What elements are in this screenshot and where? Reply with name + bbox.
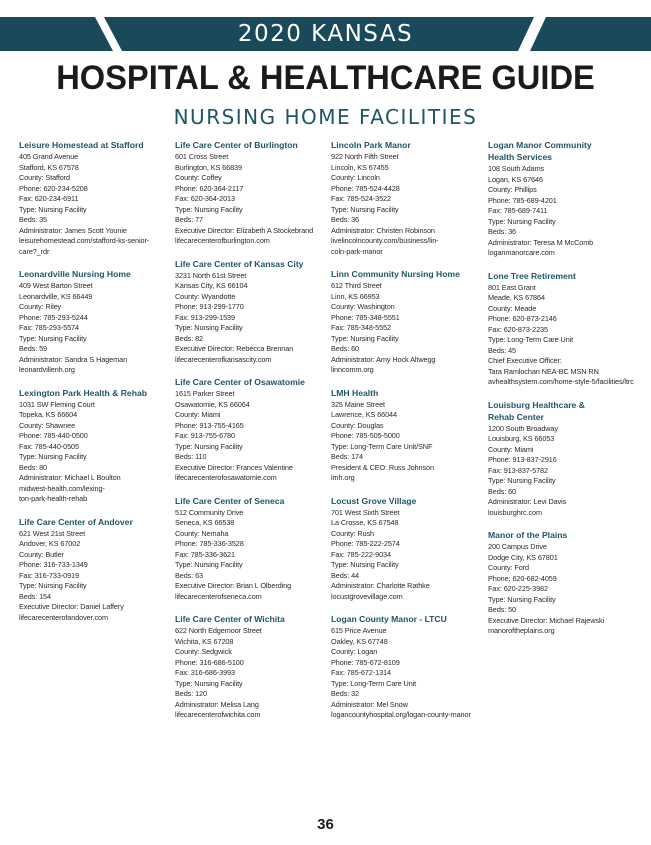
facility-detail: County: Logan xyxy=(331,647,378,656)
page-subtitle: NURSING HOME FACILITIES xyxy=(173,105,478,129)
facility-detail: Fax: 785-348-5552 xyxy=(331,323,391,332)
facility-detail: Beds: 36 xyxy=(331,215,360,224)
facility-name: Manor of the Plains xyxy=(488,530,568,540)
facility-detail: Beds: 63 xyxy=(175,570,204,580)
facility-detail: 405 Grand Avenue xyxy=(19,152,79,161)
column-3 xyxy=(331,140,483,733)
facility-detail: 801 East Grant xyxy=(488,282,536,292)
facility-detail: Fax: 785-689-7411 xyxy=(488,206,548,215)
facility-detail: 512 Community Drive xyxy=(175,507,244,517)
facility-detail: County: Riley xyxy=(19,302,62,311)
facility-detail: Fax: 785-672-1314 xyxy=(331,668,391,677)
page-number: 36 xyxy=(317,816,334,833)
facility-detail: La Crosse, KS 67548 xyxy=(331,518,399,527)
facility-entry xyxy=(175,140,327,247)
facility-detail: County: Shawnee xyxy=(19,420,76,430)
facility-detail: Type: Long-Term Care Unit xyxy=(488,335,574,344)
facility-detail: Type: Nursing Facility xyxy=(175,323,243,332)
facility-detail: Fax: 785-222-9034 xyxy=(331,549,391,559)
facility-entry xyxy=(19,388,171,505)
facility-detail: Kansas City, KS 66104 xyxy=(175,281,248,290)
facility-name: Leisure Homestead at Stafford xyxy=(19,140,144,150)
facility-detail: Type: Nursing Facility xyxy=(175,204,243,214)
facility-detail: Phone: 316-686-5100 xyxy=(175,657,244,667)
facility-detail: leonardvillenh.org xyxy=(19,365,75,374)
facility-detail: Executive Director: Brian L Olberding xyxy=(175,581,292,590)
facility-detail: 3231 North 61st Street xyxy=(175,270,247,280)
facility-detail: Beds: 120 xyxy=(175,689,207,698)
facility-name: Linn Community Nursing Home xyxy=(331,269,460,279)
facility-detail: County: Rush xyxy=(331,528,375,538)
facility-detail: Type: Nursing Facility xyxy=(488,476,556,485)
facility-detail: Fax: 785-440-0505 xyxy=(19,441,79,451)
facility-entry xyxy=(488,530,648,637)
facility-name: Lincoln Park Manor xyxy=(331,140,411,150)
facility-detail: County: Washington xyxy=(331,302,395,311)
column-4 xyxy=(488,140,648,649)
facility-detail: Phone: 785-440-0500 xyxy=(19,431,88,440)
facility-detail: Beds: 174 xyxy=(331,452,363,461)
facility-detail: Linn, KS 66953 xyxy=(331,291,380,301)
facility-detail: County: Butler xyxy=(19,549,64,559)
facility-detail: County: Douglas xyxy=(331,420,384,430)
facility-detail: Administrator: Melisa Lang xyxy=(175,699,259,709)
facility-detail: Administrator: Teresa M McComb xyxy=(488,237,594,247)
facility-detail: County: Sedgwick xyxy=(175,647,232,656)
facility-detail: coln-park-manor xyxy=(331,246,383,256)
facility-entry xyxy=(331,269,483,376)
column-2 xyxy=(175,140,327,733)
facility-detail: Fax: 785-524-3522 xyxy=(331,194,391,203)
facility-detail: Administrator: Amy Hock Altwegg xyxy=(331,354,436,364)
facility-name: Louisburg Healthcare & xyxy=(488,399,585,410)
facility-detail: Fax: 620-225-3982 xyxy=(488,584,548,593)
facility-detail: Administrator: Levi Davis xyxy=(488,497,567,506)
facility-detail: leisurehomestead.com/stafford-ks-senior- xyxy=(19,236,150,245)
facility-detail: President & CEO: Russ Johnson xyxy=(331,462,434,472)
facility-name: Life Care Center of Burlington xyxy=(175,140,298,150)
facility-detail: Type: Nursing Facility xyxy=(488,594,556,604)
facility-detail: lmh.org xyxy=(331,473,355,482)
facility-detail: loganmanorcare.com xyxy=(488,248,555,257)
facility-detail: Executive Director: Michael Rajewski xyxy=(488,615,605,625)
facility-detail: Executive Director: Elizabeth A Stockebrand xyxy=(175,225,314,235)
facility-detail: Burlington, KS 66839 xyxy=(175,162,242,172)
facility-detail: Wichita, KS 67208 xyxy=(175,636,234,646)
facility-entry xyxy=(19,517,171,624)
facility-detail: Beds: 44 xyxy=(331,570,360,580)
facility-entry xyxy=(175,614,327,721)
facility-detail: Phone: 620-873-2146 xyxy=(488,314,557,323)
facility-name: Logan Manor Community xyxy=(488,140,592,150)
facility-name: Health Services xyxy=(488,152,553,162)
facility-detail: Fax: 620-364-2013 xyxy=(175,194,235,203)
facility-detail: 612 Third Street xyxy=(331,281,382,290)
facility-detail: County: Miami xyxy=(488,444,534,454)
facility-detail: locustgrovevillage.com xyxy=(331,591,403,601)
facility-name: Lexington Park Health & Rehab xyxy=(19,387,147,398)
facility-name: Rehab Center xyxy=(488,411,544,422)
facility-detail: Stafford, KS 67578 xyxy=(19,162,79,172)
facility-detail: lifecarecenterofseneca.com xyxy=(175,591,262,601)
facility-name: Logan County Manor - LTCU xyxy=(331,614,447,624)
facility-detail: lifecarecenterofandover.com xyxy=(19,612,108,622)
facility-detail: Type: Nursing Facility xyxy=(19,204,87,214)
facility-detail: Type: Nursing Facility xyxy=(175,678,243,688)
facility-detail: ton-park-health-rehab xyxy=(19,494,88,503)
facility-detail: Beds: 82 xyxy=(175,333,204,343)
facility-detail: Type: Nursing Facility xyxy=(175,560,243,569)
facility-detail: Executive Director: Frances Valentine xyxy=(175,462,293,472)
facility-detail: Oakley, KS 67748 xyxy=(331,636,388,646)
facility-detail: lifecarecenterofwichita.com xyxy=(175,710,261,719)
column-1 xyxy=(19,140,171,635)
facility-entry xyxy=(175,496,327,603)
facility-detail: Administrator: Christen Robinson xyxy=(331,225,435,235)
facility-detail: Phone: 785-293-5244 xyxy=(19,312,88,322)
facility-detail: linncomm.org xyxy=(331,365,374,374)
facility-detail: Type: Nursing Facility xyxy=(331,333,399,343)
facility-detail: County: Miami xyxy=(175,410,221,419)
facility-detail: Louisburg, KS 66053 xyxy=(488,434,555,443)
facility-detail: Tara Ramlochan NEA-BC MSN RN xyxy=(488,366,599,376)
facility-detail: Meade, KS 67864 xyxy=(488,293,545,302)
facility-entry xyxy=(331,388,483,484)
facility-detail: Beds: 110 xyxy=(175,452,207,461)
facility-detail: Fax: 785-336-3621 xyxy=(175,549,235,559)
facility-detail: Fax: 913-837-5782 xyxy=(488,465,548,475)
facility-entry xyxy=(331,140,483,257)
facility-detail: Type: Long-Term Care Unit xyxy=(331,678,417,688)
facility-entry xyxy=(488,400,648,519)
facility-detail: Seneca, KS 66538 xyxy=(175,518,235,527)
facility-detail: Fax: 316-733-0919 xyxy=(19,570,79,580)
facility-detail: Beds: 60 xyxy=(331,344,360,353)
facility-detail: Fax: 913-299-1539 xyxy=(175,312,235,322)
facility-detail: Lincoln, KS 67455 xyxy=(331,162,389,172)
facility-detail: 701 West Sixth Street xyxy=(331,507,400,517)
facility-detail: care?_rdr xyxy=(19,246,50,256)
facility-name: Life Care Center of Kansas City xyxy=(175,258,304,269)
facility-name: LMH Health xyxy=(331,387,379,398)
facility-detail: Beds: 50 xyxy=(488,605,517,614)
facility-detail: Phone: 785-336-3528 xyxy=(175,539,244,548)
facility-detail: Type: Nursing Facility xyxy=(19,452,87,461)
facility-detail: Type: Nursing Facility xyxy=(175,441,243,451)
facility-detail: Chief Executive Officer: xyxy=(488,356,562,365)
facility-detail: Beds: 36 xyxy=(488,227,517,236)
facility-detail: Beds: 45 xyxy=(488,345,517,355)
facility-entry xyxy=(488,271,648,388)
facility-detail: Beds: 154 xyxy=(19,591,51,601)
facility-detail: Osawatomie, KS 66064 xyxy=(175,399,250,409)
facility-detail: louisburghrc.com xyxy=(488,507,542,517)
facility-detail: County: Lincoln xyxy=(331,173,380,182)
facility-detail: Executive Director: Rebecca Brennan xyxy=(175,344,294,353)
facility-detail: Phone: 785-348-5551 xyxy=(331,312,400,322)
facility-detail: manoroftheplains.org xyxy=(488,626,555,635)
facility-detail: 200 Campus Drive xyxy=(488,542,547,551)
facility-detail: logancountyhospital.org/logan-county-manor xyxy=(331,710,471,719)
facility-detail: Type: Nursing Facility xyxy=(19,581,87,590)
facility-detail: avhealthsystem.com/home-style-5/facilities/ltrc xyxy=(488,377,634,386)
facility-detail: Beds: 80 xyxy=(19,462,48,472)
facility-entry xyxy=(19,140,171,257)
facility-entry xyxy=(19,269,171,376)
facility-detail: Phone: 785-505-5000 xyxy=(331,431,400,440)
facility-detail: 922 North Fifth Street xyxy=(331,152,399,161)
facility-detail: Andover, KS 67002 xyxy=(19,539,81,548)
facility-entry xyxy=(331,496,483,603)
facility-detail: County: Ford xyxy=(488,563,529,572)
facility-name: Lone Tree Retirement xyxy=(488,270,576,281)
facility-detail: Type: Nursing Facility xyxy=(19,333,87,343)
facility-detail: Fax: 620-873-2235 xyxy=(488,324,548,334)
facility-detail: Beds: 35 xyxy=(19,215,48,224)
facility-detail: County: Stafford xyxy=(19,173,70,182)
facility-detail: Type: Long-Term Care Unit/SNF xyxy=(331,441,433,451)
facility-detail: Administrator: James Scott Younie xyxy=(19,225,127,235)
facility-detail: Fax: 785-293-5574 xyxy=(19,323,79,332)
facility-detail: Logan, KS 67646 xyxy=(488,174,543,184)
facility-detail: Phone: 620-364-2117 xyxy=(175,183,244,193)
facility-detail: 1031 SW Fleming Court xyxy=(19,399,95,409)
facility-detail: Phone: 913-755-4165 xyxy=(175,420,244,430)
facility-detail: 1615 Parker Street xyxy=(175,389,235,398)
facility-detail: 1200 South Broadway xyxy=(488,423,558,433)
facility-name: Life Care Center of Seneca xyxy=(175,495,285,506)
facility-name: Leonardville Nursing Home xyxy=(19,269,131,279)
facility-detail: Phone: 913-837-2916 xyxy=(488,455,557,464)
facility-detail: livelincolncounty.com/business/lin- xyxy=(331,236,439,245)
facility-detail: Beds: 60 xyxy=(488,486,517,496)
facility-detail: Administrator: Charlotte Rathke xyxy=(331,581,430,590)
facility-entry xyxy=(488,140,648,259)
facility-detail: Executive Director: Daniel Laffery xyxy=(19,602,124,611)
facility-detail: 108 South Adams xyxy=(488,164,545,173)
facility-detail: 409 West Barton Street xyxy=(19,281,93,290)
facility-detail: County: Phillips xyxy=(488,185,537,194)
facility-detail: lifecarecenterofkansascity.com xyxy=(175,354,272,364)
facility-detail: Type: Nursing Facility xyxy=(488,216,556,226)
facility-detail: 325 Maine Street xyxy=(331,399,385,409)
facility-detail: Administrator: Michael L Boulton xyxy=(19,473,121,482)
facility-detail: County: Nemaha xyxy=(175,528,229,538)
facility-detail: lifecarecenterofburlington.com xyxy=(175,236,270,245)
facility-detail: 621 West 21st Street xyxy=(19,528,86,538)
facility-name: Life Care Center of Wichita xyxy=(175,614,285,624)
facility-detail: County: Coffey xyxy=(175,173,222,182)
facility-detail: Phone: 316-733-1349 xyxy=(19,560,88,569)
facility-detail: Phone: 785-689-4201 xyxy=(488,195,557,205)
facility-detail: Type: Nursing Facility xyxy=(331,204,399,214)
facility-detail: Topeka, KS 66604 xyxy=(19,410,78,419)
facility-name: Locust Grove Village xyxy=(331,495,417,506)
facility-entry xyxy=(175,259,327,366)
facility-detail: Beds: 59 xyxy=(19,344,48,353)
facility-detail: Fax: 620-234-6911 xyxy=(19,194,79,203)
page-title: HOSPITAL & HEALTHCARE GUIDE xyxy=(56,59,595,97)
facility-detail: Phone: 785-222-2574 xyxy=(331,539,400,548)
facility-detail: Beds: 32 xyxy=(331,689,360,698)
facility-detail: Fax: 316-686-3993 xyxy=(175,668,235,677)
facility-detail: Leonardville, KS 66449 xyxy=(19,291,93,301)
facility-detail: County: Wyandotte xyxy=(175,291,236,301)
facility-detail: Phone: 620-234-5208 xyxy=(19,183,88,193)
facility-detail: Phone: 620-682-4059 xyxy=(488,573,557,583)
facility-detail: Fax: 913-755-6780 xyxy=(175,431,235,440)
facility-detail: Beds: 77 xyxy=(175,215,204,224)
facility-name: Life Care Center of Andover xyxy=(19,516,133,527)
facility-entry xyxy=(175,377,327,484)
facility-name: Life Care Center of Osawatomie xyxy=(175,377,305,387)
facility-detail: Dodge City, KS 67801 xyxy=(488,552,558,562)
facility-detail: lifecarecenterofosawatomie.com xyxy=(175,473,277,482)
facility-detail: 615 Price Avenue xyxy=(331,626,387,635)
facility-detail: Lawrence, KS 66044 xyxy=(331,410,397,419)
facility-detail: Phone: 785-524-4428 xyxy=(331,183,400,193)
facility-detail: 601 Cross Street xyxy=(175,152,229,161)
facility-detail: Type: Nursing Facility xyxy=(331,560,399,569)
facility-detail: Phone: 785-672-8109 xyxy=(331,657,400,667)
banner-title: 2020 KANSAS xyxy=(237,21,414,47)
facility-detail: midwest-health.com/lexing- xyxy=(19,483,105,493)
facility-detail: Administrator: Mel Snow xyxy=(331,699,408,709)
facility-detail: County: Meade xyxy=(488,303,537,313)
facility-detail: 622 North Edgemoor Street xyxy=(175,626,262,635)
facility-detail: Administrator: Sandra S Hageman xyxy=(19,354,128,364)
facility-detail: Phone: 913-299-1770 xyxy=(175,302,244,311)
facility-entry xyxy=(331,614,483,721)
